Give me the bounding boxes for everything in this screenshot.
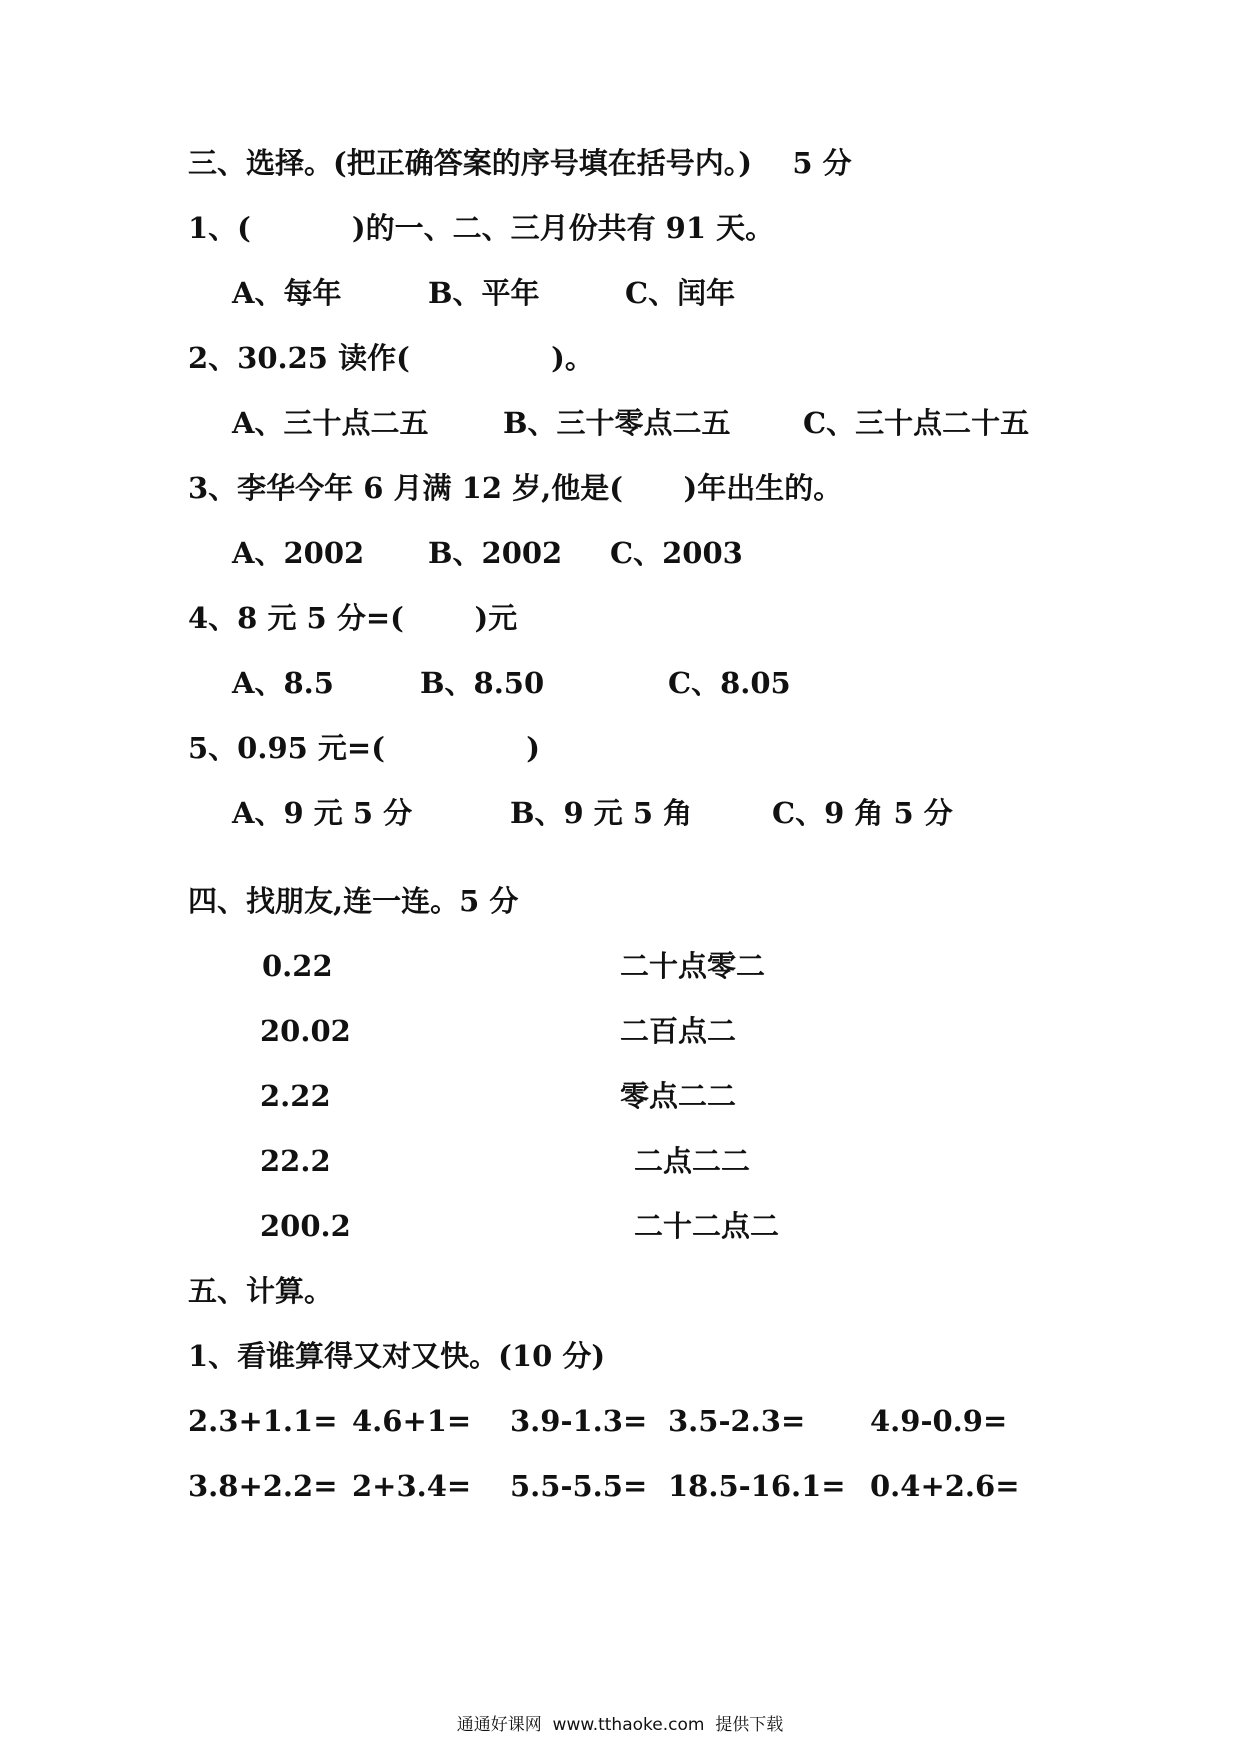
q1-option-a: A、每年 [232, 276, 342, 310]
q4-option-b: B、8.50 [420, 666, 545, 700]
q4-stem: 4、8 元 5 分=( )元 [188, 601, 518, 635]
q2-option-a: A、三十点二五 [232, 406, 429, 440]
match-left-5: 200.2 [260, 1209, 351, 1243]
q1-option-c: C、闰年 [625, 276, 736, 310]
match-left-1: 0.22 [262, 949, 333, 983]
q2-option-b: B、三十零点二五 [503, 406, 731, 440]
section4-title: 四、找朋友,连一连。5 分 [188, 884, 519, 918]
q4-option-a: A、8.5 [232, 666, 334, 700]
q3-option-c: C、2003 [610, 536, 743, 570]
q2-stem: 2、30.25 读作( )。 [188, 341, 594, 375]
section5-sub1: 1、看谁算得又对又快。(10 分) [188, 1339, 606, 1373]
q5-option-c: C、9 角 5 分 [772, 796, 953, 830]
calc-r2-1: 3.8+2.2= [188, 1469, 338, 1503]
match-left-2: 20.02 [260, 1014, 351, 1048]
calc-r2-3: 5.5-5.5= [510, 1469, 648, 1503]
match-right-5: 二十二点二 [634, 1209, 780, 1243]
calc-r2-5: 0.4+2.6= [870, 1469, 1020, 1503]
q2-option-c: C、三十点二十五 [803, 406, 1030, 440]
match-right-2: 二百点二 [620, 1014, 737, 1048]
calc-r1-2: 4.6+1= [352, 1404, 472, 1438]
q4-option-c: C、8.05 [668, 666, 791, 700]
match-right-3: 零点二二 [620, 1079, 737, 1113]
match-left-3: 2.22 [260, 1079, 331, 1113]
match-right-1: 二十点零二 [620, 949, 766, 983]
calc-r1-4: 3.5-2.3= [668, 1404, 806, 1438]
match-left-4: 22.2 [260, 1144, 331, 1178]
q3-stem: 3、李华今年 6 月满 12 岁,他是( )年出生的。 [188, 471, 843, 505]
section5-title: 五、计算。 [188, 1274, 334, 1308]
q5-stem: 5、0.95 元=( ) [188, 731, 540, 765]
q5-option-a: A、9 元 5 分 [232, 796, 413, 830]
section3-title: 三、选择。(把正确答案的序号填在括号内。) 5 分 [188, 146, 852, 180]
q1-stem: 1、( )的一、二、三月份共有 91 天。 [188, 211, 775, 245]
q3-option-a: A、2002 [232, 536, 365, 570]
calc-r1-3: 3.9-1.3= [510, 1404, 648, 1438]
q1-option-b: B、平年 [428, 276, 540, 310]
calc-r1-1: 2.3+1.1= [188, 1404, 338, 1438]
calc-r1-5: 4.9-0.9= [870, 1404, 1008, 1438]
match-right-4: 二点二二 [634, 1144, 751, 1178]
q3-option-b: B、2002 [428, 536, 563, 570]
q5-option-b: B、9 元 5 角 [510, 796, 693, 830]
footer-source: 通通好课网 www.tthaoke.com 提供下载 [456, 1715, 784, 1735]
calc-r2-4: 18.5-16.1= [668, 1469, 846, 1503]
calc-r2-2: 2+3.4= [352, 1469, 472, 1503]
